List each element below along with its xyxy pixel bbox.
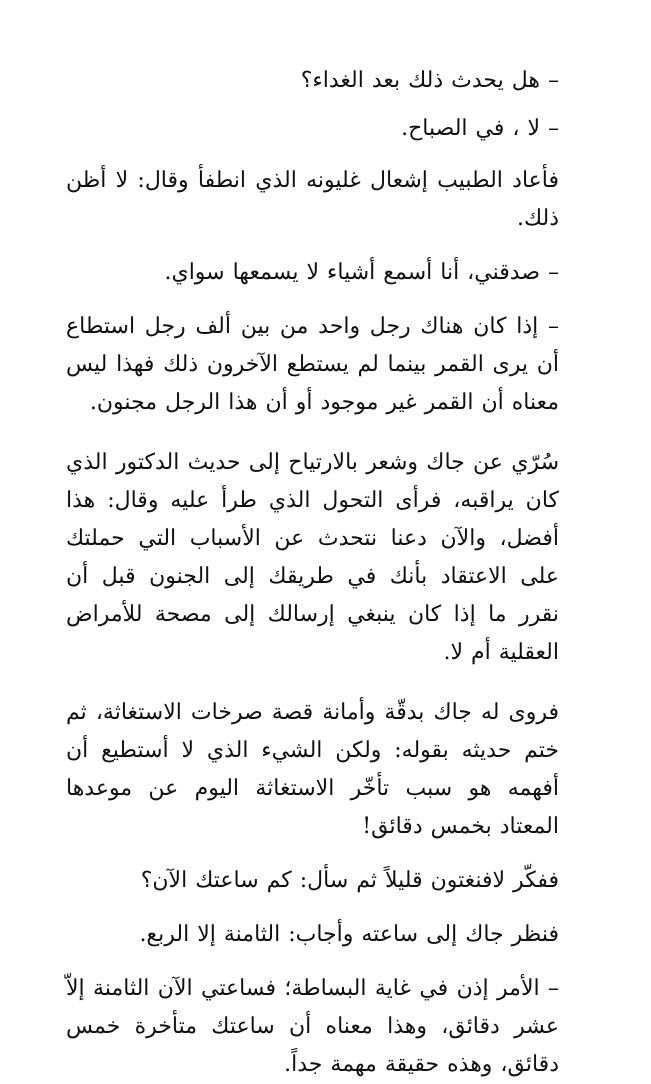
paragraph-3: فأعاد الطبيب إشعال غليونه الذي انطفأ وقال: لا أظن ذلك. (66, 168, 559, 231)
paragraph-6: سُرّي عن جاك وشعر بالارتياح إلى حديث الدكتور الذي كان يراقبه، فرأى التحول الذي طرأ عليه وقال: هذا أفضل، والآن دعنا نتحدث عن الأسباب التي حملتك على الاعتقاد بأنك في طريقك إلى الجنون قبل أن نقرر ما إذا كان ينبغي إرسالك إلى مصحة للأمراض العقلية أم لا. (66, 450, 559, 665)
paragraph-9: فنظر جاك إلى ساعته وأجاب: الثامنة إلا الربع. (139, 922, 559, 947)
paragraph-5: – إذا كان هناك رجل واحد من بين ألف رجل استطاع أن يرى القمر بينما لم يستطع الآخرون ذلك فهذا ليس معناه أن القمر غير موجود أو أن هذا الرجل مجنون. (66, 314, 559, 415)
paragraph-4: – صدقني، أنا أسمع أشياء لا يسمعها سواي. (164, 260, 559, 285)
paragraph-2: – لا ، في الصباح. (401, 116, 559, 141)
paragraph-8: ففكّر لافنغتون قليلاً ثم سأل: كم ساعتك الآن؟ (140, 868, 559, 893)
paragraph-10: – الأمر إذن في غاية البساطة؛ فساعتي الآن الثامنة إلاّ عشر دقائق، وهذا معناه أن ساعتك متأخرة خمس دقائق، وهذه حقيقة مهمة جداً. (66, 976, 559, 1077)
paragraph-1: – هل يحدث ذلك بعد الغداء؟ (300, 68, 559, 93)
paragraph-7: فروى له جاك بدقّة وأمانة قصة صرخات الاستغاثة، ثم ختم حديثه بقوله: ولكن الشيء الذي لا أستطيع أن أفهمه هو سبب تأخّر الاستغاثة اليوم عن موعدها المعتاد بخمس دقائق! (66, 700, 559, 839)
